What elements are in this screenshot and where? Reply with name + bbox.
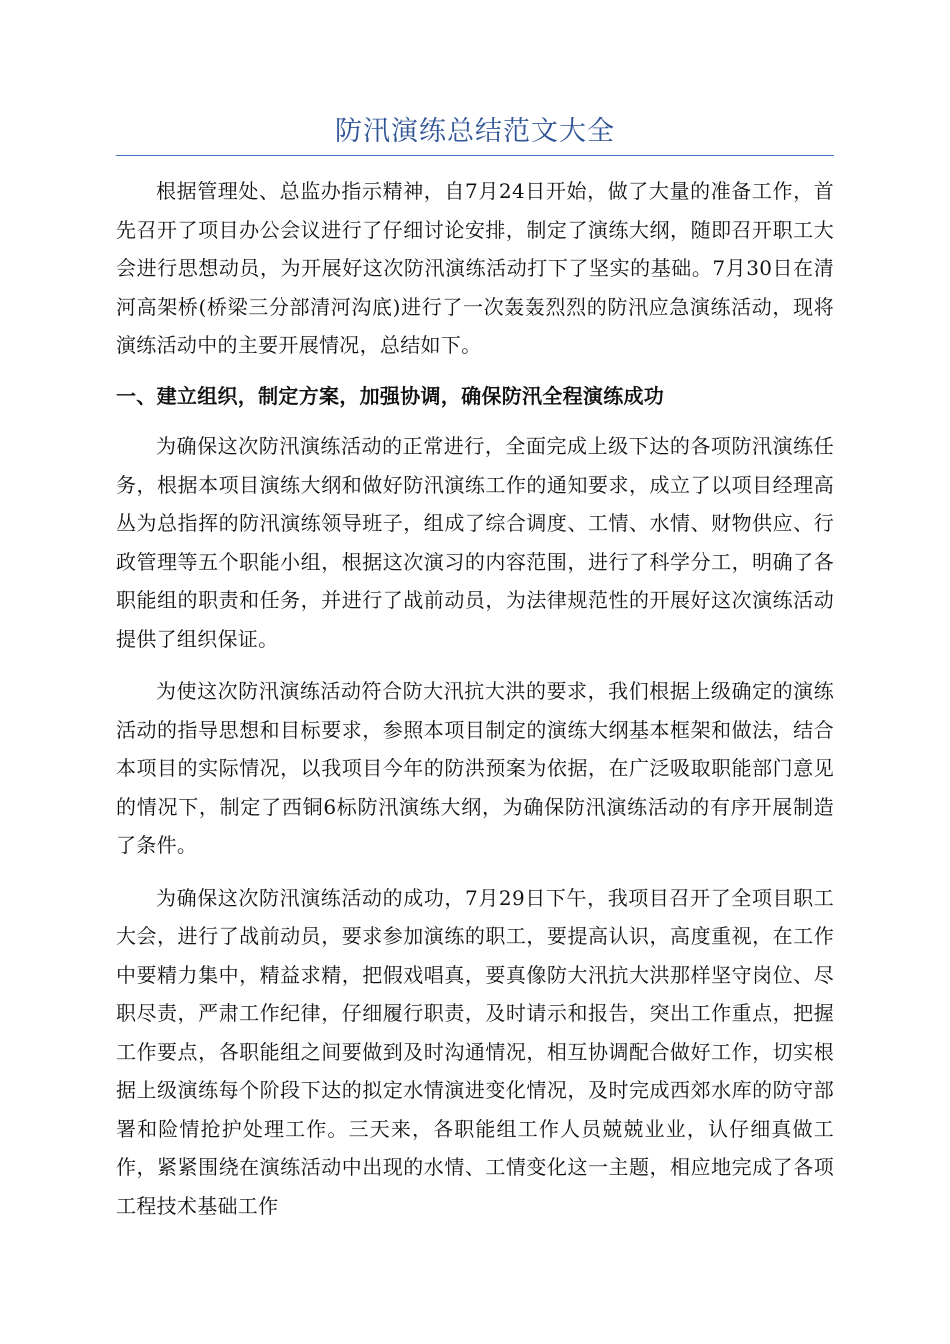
section-heading: 一、建立组织，制定方案，加强协调，确保防汛全程演练成功 — [116, 383, 665, 408]
body-paragraph: 为确保这次防汛演练活动的成功，7月29日下午，我项目召开了全项目职工大会，进行了战前动员，要求参加演练的职工，要提高认识，高度重视，在工作中要精力集中，精益求精，把假戏唱真，要真像防大汛抗大洪那样坚守岗位、尽职尽责，严肃工作纪律，仔细履行职责，及时请示和报告，突出工作重点，把握工作要点，各职能组之间要做到及时沟通情况，相互协调配合做好工作，切实根据上级演练每个阶段下达的拟定水情演进变化情况，及时完成西郊水库的防守部署和险情抢护处理工作。三天来，各职能组工作人员兢兢业业，认仔细真做工作，紧紧围绕在演练活动中出现的水情、工情变化这一主题，相应地完成了各项工程技术基础工作 — [116, 885, 834, 1218]
body-paragraph: 为确保这次防汛演练活动的正常进行，全面完成上级下达的各项防汛演练任务，根据本项目演练大纲和做好防汛演练工作的通知要求，成立了以项目经理高丛为总指挥的防汛演练领导班子，组成了综合调度、工情、水情、财物供应、行政管理等五个职能小组，根据这次演习的内容范围，进行了科学分工，明确了各职能组的职责和任务，并进行了战前动员，为法律规范性的开展好这次演练活动提供了组织保证。 — [116, 434, 834, 651]
document-title: 防汛演练总结范文大全 — [335, 116, 615, 147]
body-paragraph: 为使这次防汛演练活动符合防大汛抗大洪的要求，我们根据上级确定的演练活动的指导思想和目标要求，参照本项目制定的演练大纲基本框架和做法，结合本项目的实际情况，以我项目今年的防洪预案为依据，在广泛吸取职能部门意见的情况下，制定了西铜6标防汛演练大纲，为确保防汛演练活动的有序开展制造了条件。 — [116, 679, 834, 857]
intro-paragraph: 根据管理处、总监办指示精神，自7月24日开始，做了大量的准备工作，首先召开了项目办公会议进行了仔细讨论安排，制定了演练大纲，随即召开职工大会进行思想动员，为开展好这次防汛演练活动打下了坚实的基础。7月30日在清河高架桥(桥梁三分部清河沟底)进行了一次轰轰烈烈的防汛应急演练活动，现将演练活动中的主要开展情况，总结如下。 — [116, 179, 834, 357]
title-underline — [116, 155, 834, 156]
document-body — [116, 172, 834, 1225]
